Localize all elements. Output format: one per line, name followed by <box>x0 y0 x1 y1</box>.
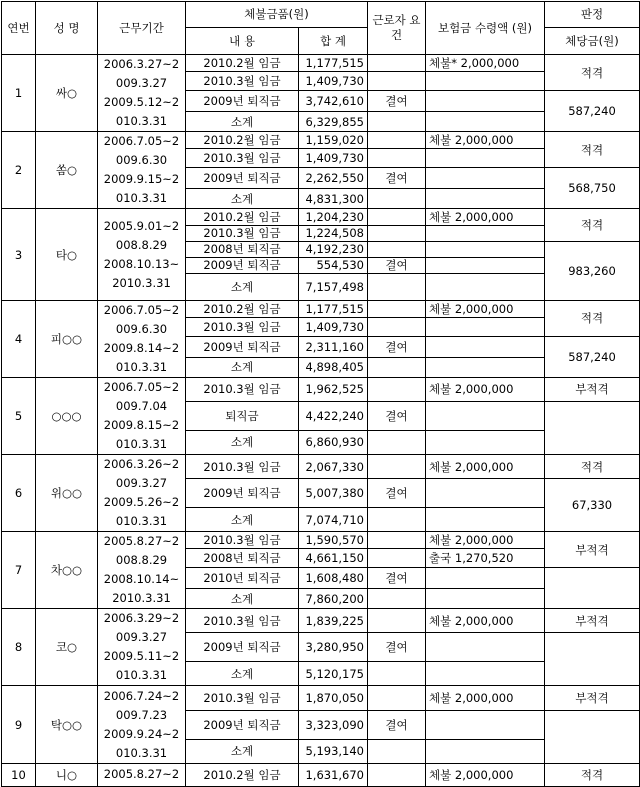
subtotal-amount: 5,193,140 <box>299 739 368 763</box>
item-amount: 1,590,570 <box>299 532 368 549</box>
table-row <box>2 209 640 225</box>
subtotal-label: 소계 <box>186 357 299 377</box>
record-no: 8 <box>2 609 36 686</box>
requirement-empty <box>368 454 426 478</box>
table-row <box>2 300 640 317</box>
record-name: ○○○ <box>36 377 98 454</box>
item-content: 2010.3월 임금 <box>186 72 299 91</box>
judgment: 적격 <box>545 300 640 336</box>
subtotal-label: 소계 <box>186 662 299 686</box>
requirement: 결여 <box>368 91 426 112</box>
subtotal-label: 소계 <box>186 273 299 300</box>
item-content: 2010.2월 임금 <box>186 132 299 149</box>
record-name: 타○ <box>36 209 98 300</box>
item-amount: 2,067,330 <box>299 454 368 478</box>
insurance-amount: 체불 2,000,000 <box>426 532 545 549</box>
judgment: 적격 <box>545 454 640 478</box>
requirement-empty <box>368 589 426 609</box>
header-requirement: 근로자 요건 <box>368 2 426 55</box>
payable-amount <box>545 710 640 763</box>
item-content: 2009년 퇴직금 <box>186 257 299 273</box>
item-amount: 1,870,050 <box>299 686 368 710</box>
item-content: 2009년 퇴직금 <box>186 710 299 739</box>
item-amount: 1,962,525 <box>299 377 368 401</box>
subtotal-amount: 4,831,300 <box>299 189 368 209</box>
record-period: 2006.3.29~2 009.3.27 2009.5.11~2 010.3.31 <box>98 609 186 686</box>
payable-amount <box>545 401 640 454</box>
record-no: 6 <box>2 454 36 531</box>
item-amount: 5,007,380 <box>299 479 368 508</box>
subtotal-amount: 4,898,405 <box>299 357 368 377</box>
requirement: 결여 <box>368 568 426 589</box>
insurance-amount: 체불 2,000,000 <box>426 377 545 401</box>
judgment: 부적격 <box>545 609 640 633</box>
requirement-empty <box>368 189 426 209</box>
header-sum: 합 계 <box>299 28 368 55</box>
record-name: 위○○ <box>36 454 98 531</box>
requirement: 결여 <box>368 336 426 357</box>
requirement-empty <box>368 225 426 241</box>
payable-amount: 587,240 <box>545 336 640 377</box>
record-no: 2 <box>2 132 36 209</box>
wage-arrears-table <box>1 1 640 787</box>
record-name: 코○ <box>36 609 98 686</box>
record-name: 니○ <box>36 763 98 786</box>
record-period: 2006.7.05~2 009.6.30 2009.8.14~2 010.3.31 <box>98 300 186 377</box>
subtotal-label: 소계 <box>186 589 299 609</box>
insurance-empty <box>426 589 545 609</box>
requirement-empty <box>368 112 426 132</box>
table-row <box>2 377 640 401</box>
subtotal-amount: 6,329,855 <box>299 112 368 132</box>
subtotal-label: 소계 <box>186 508 299 532</box>
insurance-empty <box>426 568 545 589</box>
judgment: 적격 <box>545 55 640 91</box>
table-row <box>2 686 640 710</box>
subtotal-label: 소계 <box>186 739 299 763</box>
table-row <box>2 609 640 633</box>
insurance-amount: 체불 2,000,000 <box>426 609 545 633</box>
item-content: 2010.3월 임금 <box>186 686 299 710</box>
payable-amount: 587,240 <box>545 91 640 132</box>
requirement: 결여 <box>368 257 426 273</box>
insurance-empty <box>426 739 545 763</box>
requirement-empty <box>368 317 426 336</box>
insurance-amount: 체불 2,000,000 <box>426 209 545 225</box>
payable-amount <box>545 568 640 609</box>
judgment: 부적격 <box>545 532 640 568</box>
item-amount: 1,409,730 <box>299 317 368 336</box>
requirement-empty <box>368 132 426 149</box>
record-period: 2006.7.05~2 009.6.30 2009.9.15~2 010.3.31 <box>98 132 186 209</box>
requirement-empty <box>368 273 426 300</box>
record-no: 5 <box>2 377 36 454</box>
item-amount: 1,159,020 <box>299 132 368 149</box>
payable-amount: 568,750 <box>545 168 640 209</box>
item-content: 2010.3월 임금 <box>186 225 299 241</box>
item-amount: 554,530 <box>299 257 368 273</box>
record-period: 2006.7.24~2 009.7.23 2009.9.24~2 010.3.31 <box>98 686 186 763</box>
requirement-empty <box>368 763 426 786</box>
requirement-empty <box>368 430 426 454</box>
subtotal-amount: 5,120,175 <box>299 662 368 686</box>
requirement-empty <box>368 662 426 686</box>
record-name: 탁○○ <box>36 686 98 763</box>
insurance-empty <box>426 430 545 454</box>
item-content: 2010.3월 임금 <box>186 377 299 401</box>
record-period: 2006.3.27~2 009.3.27 2009.5.12~2 010.3.31 <box>98 55 186 132</box>
record-name: 쏨○ <box>36 132 98 209</box>
insurance-empty <box>426 357 545 377</box>
requirement: 결여 <box>368 633 426 662</box>
requirement: 결여 <box>368 168 426 189</box>
judgment: 부적격 <box>545 686 640 710</box>
requirement-empty <box>368 739 426 763</box>
requirement-empty <box>368 532 426 549</box>
record-period: 2005.8.27~2 <box>98 763 186 786</box>
requirement-empty <box>368 209 426 225</box>
requirement-empty <box>368 149 426 168</box>
insurance-empty <box>426 317 545 336</box>
insurance-amount: 체불 2,000,000 <box>426 132 545 149</box>
subtotal-amount: 7,157,498 <box>299 273 368 300</box>
insurance-empty <box>426 225 545 241</box>
header-insurance: 보험금 수령액 (원) <box>426 2 545 55</box>
header-judgment: 판정 <box>545 2 640 28</box>
requirement-empty <box>368 241 426 257</box>
requirement-empty <box>368 508 426 532</box>
requirement: 결여 <box>368 710 426 739</box>
item-amount: 3,323,090 <box>299 710 368 739</box>
payable-amount: 983,260 <box>545 241 640 300</box>
insurance-empty <box>426 91 545 112</box>
record-name: 피○○ <box>36 300 98 377</box>
item-content: 2009년 퇴직금 <box>186 633 299 662</box>
header-unpaid: 체불금품(원) <box>186 2 368 28</box>
insurance-amount: 출국 1,270,520 <box>426 549 545 568</box>
item-content: 2010.3월 임금 <box>186 454 299 478</box>
insurance-empty <box>426 336 545 357</box>
judgment: 부적격 <box>545 377 640 401</box>
requirement-empty <box>368 55 426 72</box>
insurance-amount: 체불 2,000,000 <box>426 686 545 710</box>
item-amount: 1,608,480 <box>299 568 368 589</box>
insurance-empty <box>426 273 545 300</box>
record-period: 2005.9.01~2 008.8.29 2008.10.13~ 2010.3.31 <box>98 209 186 300</box>
record-period: 2006.7.05~2 009.7.04 2009.8.15~2 010.3.31 <box>98 377 186 454</box>
insurance-empty <box>426 710 545 739</box>
table-row <box>2 532 640 549</box>
judgment: 적격 <box>545 763 640 786</box>
item-amount: 2,311,160 <box>299 336 368 357</box>
record-period: 2005.8.27~2 008.8.29 2008.10.14~ 2010.3.31 <box>98 532 186 609</box>
table-row <box>2 132 640 149</box>
record-no: 1 <box>2 55 36 132</box>
insurance-empty <box>426 112 545 132</box>
requirement-empty <box>368 549 426 568</box>
item-amount: 1,224,508 <box>299 225 368 241</box>
item-amount: 1,631,670 <box>299 763 368 786</box>
item-content: 2010.3월 임금 <box>186 609 299 633</box>
table-row <box>2 454 640 478</box>
item-amount: 1,177,515 <box>299 55 368 72</box>
item-content: 2010.3월 임금 <box>186 532 299 549</box>
subtotal-amount: 7,860,200 <box>299 589 368 609</box>
record-period: 2006.3.26~2 009.3.27 2009.5.26~2 010.3.31 <box>98 454 186 531</box>
item-content: 2010.2월 임금 <box>186 55 299 72</box>
requirement-empty <box>368 377 426 401</box>
subtotal-amount: 6,860,930 <box>299 430 368 454</box>
item-content: 2008년 퇴직금 <box>186 241 299 257</box>
item-content: 퇴직금 <box>186 401 299 430</box>
insurance-empty <box>426 149 545 168</box>
table-row <box>2 763 640 786</box>
item-amount: 4,661,150 <box>299 549 368 568</box>
item-content: 2008년 퇴직금 <box>186 549 299 568</box>
subtotal-label: 소계 <box>186 112 299 132</box>
insurance-empty <box>426 168 545 189</box>
insurance-empty <box>426 241 545 257</box>
judgment: 적격 <box>545 132 640 168</box>
requirement: 결여 <box>368 479 426 508</box>
item-amount: 1,409,730 <box>299 149 368 168</box>
header-name: 성 명 <box>36 2 98 55</box>
record-name: 차○○ <box>36 532 98 609</box>
item-content: 2010.2월 임금 <box>186 209 299 225</box>
insurance-amount: 체불 2,000,000 <box>426 454 545 478</box>
insurance-empty <box>426 257 545 273</box>
insurance-amount: 체불 2,000,000 <box>426 300 545 317</box>
payable-amount <box>545 633 640 686</box>
item-amount: 1,204,230 <box>299 209 368 225</box>
item-content: 2009년 퇴직금 <box>186 168 299 189</box>
subtotal-label: 소계 <box>186 189 299 209</box>
item-amount: 3,280,950 <box>299 633 368 662</box>
insurance-empty <box>426 508 545 532</box>
record-no: 10 <box>2 763 36 786</box>
item-content: 2010.2월 임금 <box>186 300 299 317</box>
insurance-empty <box>426 189 545 209</box>
insurance-empty <box>426 633 545 662</box>
table-row <box>2 55 640 72</box>
item-content: 2009년 퇴직금 <box>186 91 299 112</box>
item-amount: 1,839,225 <box>299 609 368 633</box>
insurance-empty <box>426 401 545 430</box>
header-no: 연번 <box>2 2 36 55</box>
header-content: 내 용 <box>186 28 299 55</box>
item-amount: 1,177,515 <box>299 300 368 317</box>
item-content: 2010.3월 임금 <box>186 149 299 168</box>
item-content: 2010년 퇴직금 <box>186 568 299 589</box>
insurance-amount: 체불* 2,000,000 <box>426 55 545 72</box>
requirement-empty <box>368 357 426 377</box>
insurance-empty <box>426 479 545 508</box>
requirement-empty <box>368 72 426 91</box>
requirement-empty <box>368 686 426 710</box>
item-content: 2010.3월 임금 <box>186 317 299 336</box>
insurance-empty <box>426 662 545 686</box>
record-no: 9 <box>2 686 36 763</box>
item-amount: 1,409,730 <box>299 72 368 91</box>
judgment: 적격 <box>545 209 640 241</box>
subtotal-amount: 7,074,710 <box>299 508 368 532</box>
requirement-empty <box>368 609 426 633</box>
record-name: 싸○ <box>36 55 98 132</box>
item-amount: 2,262,550 <box>299 168 368 189</box>
item-content: 2009년 퇴직금 <box>186 336 299 357</box>
item-content: 2009년 퇴직금 <box>186 479 299 508</box>
item-amount: 4,192,230 <box>299 241 368 257</box>
header-payable: 체당금(원) <box>545 28 640 55</box>
requirement: 결여 <box>368 401 426 430</box>
insurance-amount: 체불 2,000,000 <box>426 763 545 786</box>
insurance-empty <box>426 72 545 91</box>
payable-amount: 67,330 <box>545 479 640 532</box>
subtotal-label: 소계 <box>186 430 299 454</box>
requirement-empty <box>368 300 426 317</box>
record-no: 3 <box>2 209 36 300</box>
item-amount: 4,422,240 <box>299 401 368 430</box>
item-amount: 3,742,610 <box>299 91 368 112</box>
header-period: 근무기간 <box>98 2 186 55</box>
record-no: 4 <box>2 300 36 377</box>
item-content: 2010.2월 임금 <box>186 763 299 786</box>
record-no: 7 <box>2 532 36 609</box>
